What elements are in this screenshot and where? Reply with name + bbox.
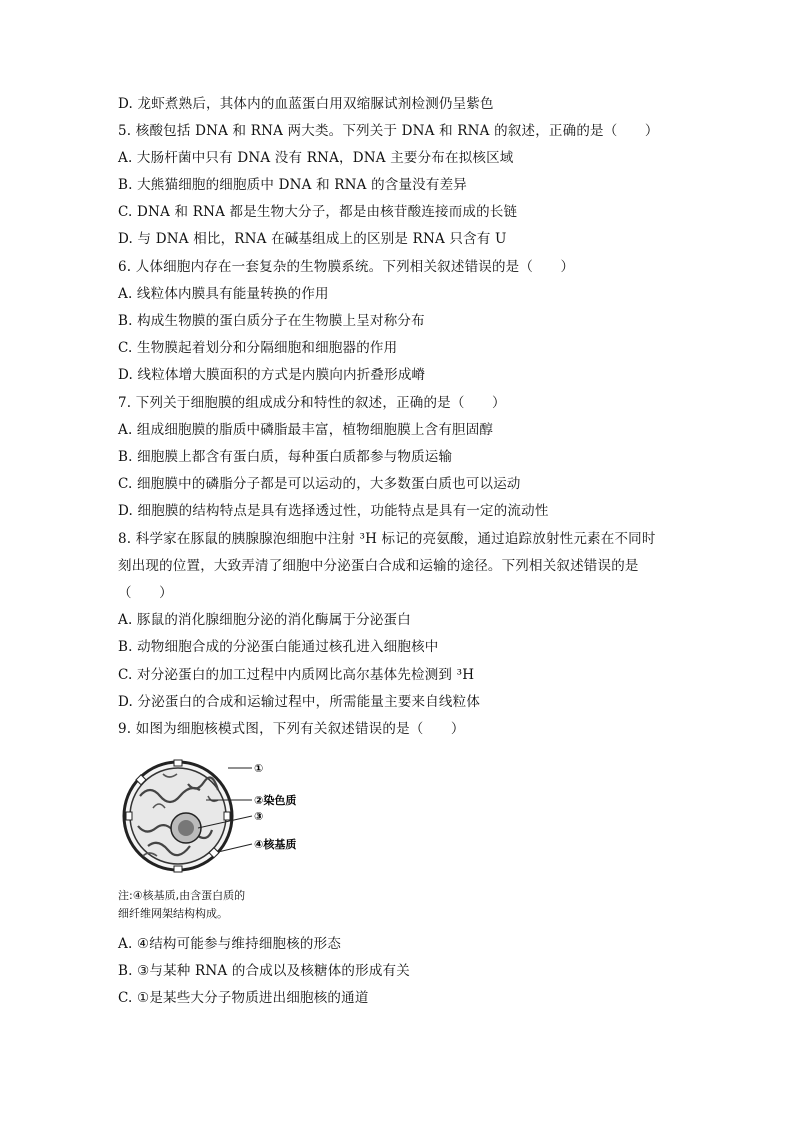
question-6-option-a: A. 线粒体内膜具有能量转换的作用 <box>118 286 329 302</box>
label-2-chromatin: ②染色质 <box>254 794 297 807</box>
question-8-option-b: B. 动物细胞合成的分泌蛋白能通过核孔进入细胞核中 <box>118 639 439 655</box>
question-7-stem: 7. 下列关于细胞膜的组成成分和特性的叙述，正确的是（ ） <box>118 395 506 411</box>
text-line: D. 龙虾煮熟后，其体内的血蓝蛋白用双缩脲试剂检测仍呈紫色 <box>118 96 494 112</box>
question-6-option-c: C. 生物膜起着划分和分隔细胞和细胞器的作用 <box>118 340 398 356</box>
question-7-option-b: B. 细胞膜上都含有蛋白质，每种蛋白质都参与物质运输 <box>118 449 453 465</box>
nucleolus-core <box>178 820 194 836</box>
question-9-option-c: C. ①是某些大分子物质进出细胞核的通道 <box>118 990 369 1006</box>
figure-note-line-2: 细纤维网架结构构成。 <box>118 907 228 920</box>
question-5-option-a: A. 大肠杆菌中只有 DNA 没有 RNA，DNA 主要分布在拟核区域 <box>118 150 514 166</box>
label-4-nuclear-matrix: ④核基质 <box>254 838 297 851</box>
question-5-option-d: D. 与 DNA 相比，RNA 在碱基组成上的区别是 RNA 只含有 U <box>118 231 507 247</box>
figure-note-line-1: 注:④核基质,由含蛋白质的 <box>118 889 246 902</box>
question-5-stem: 5. 核酸包括 DNA 和 RNA 两大类。下列关于 DNA 和 RNA 的叙述，正确的是（ ） <box>118 123 659 139</box>
nucleus-diagram <box>118 756 308 886</box>
nuclear-pore <box>174 866 182 872</box>
question-8-option-c: C. 对分泌蛋白的加工过程中内质网比高尔基体先检测到 ³H <box>118 667 475 683</box>
question-7-option-c: C. 细胞膜中的磷脂分子都是可以运动的，大多数蛋白质也可以运动 <box>118 476 521 492</box>
question-8-option-a: A. 豚鼠的消化腺细胞分泌的消化酶属于分泌蛋白 <box>118 612 411 628</box>
nuclear-pore <box>174 760 182 766</box>
question-5-option-c: C. DNA 和 RNA 都是生物大分子，都是由核苷酸连接而成的长链 <box>118 204 518 220</box>
cell-nucleus-figure <box>118 756 308 924</box>
label-1: ① <box>254 762 264 775</box>
question-7-option-a: A. 组成细胞膜的脂质中磷脂最丰富，植物细胞膜上含有胆固醇 <box>118 422 494 438</box>
question-9-option-a: A. ④结构可能参与维持细胞核的形态 <box>118 936 342 952</box>
nuclear-pore <box>126 812 132 820</box>
question-8-option-d: D. 分泌蛋白的合成和运输过程中，所需能量主要来自线粒体 <box>118 694 481 710</box>
question-8-stem-2: 刻出现的位置，大致弄清了细胞中分泌蛋白合成和运输的途径。下列相关叙述错误的是 <box>118 558 639 574</box>
nuclear-pore <box>224 812 230 820</box>
question-6-stem: 6. 人体细胞内存在一套复杂的生物膜系统。下列相关叙述错误的是（ ） <box>118 259 575 275</box>
question-6-option-d: D. 线粒体增大膜面积的方式是内膜向内折叠形成嵴 <box>118 367 426 383</box>
label-3: ③ <box>254 810 264 823</box>
question-8-stem-1: 8. 科学家在豚鼠的胰腺腺泡细胞中注射 ³H 标记的亮氨酸，通过追踪放射性元素在不同时 <box>118 531 656 547</box>
question-7-option-d: D. 细胞膜的结构特点是具有选择透过性，功能特点是具有一定的流动性 <box>118 503 549 519</box>
question-9-option-b: B. ③与某种 RNA 的合成以及核糖体的形成有关 <box>118 963 410 979</box>
question-5-option-b: B. 大熊猫细胞的细胞质中 DNA 和 RNA 的含量没有差异 <box>118 177 467 193</box>
question-6-option-b: B. 构成生物膜的蛋白质分子在生物膜上呈对称分布 <box>118 313 425 329</box>
question-8-stem-3: （ ） <box>118 585 173 601</box>
question-9-stem: 9. 如图为细胞核模式图，下列有关叙述错误的是（ ） <box>118 721 465 737</box>
